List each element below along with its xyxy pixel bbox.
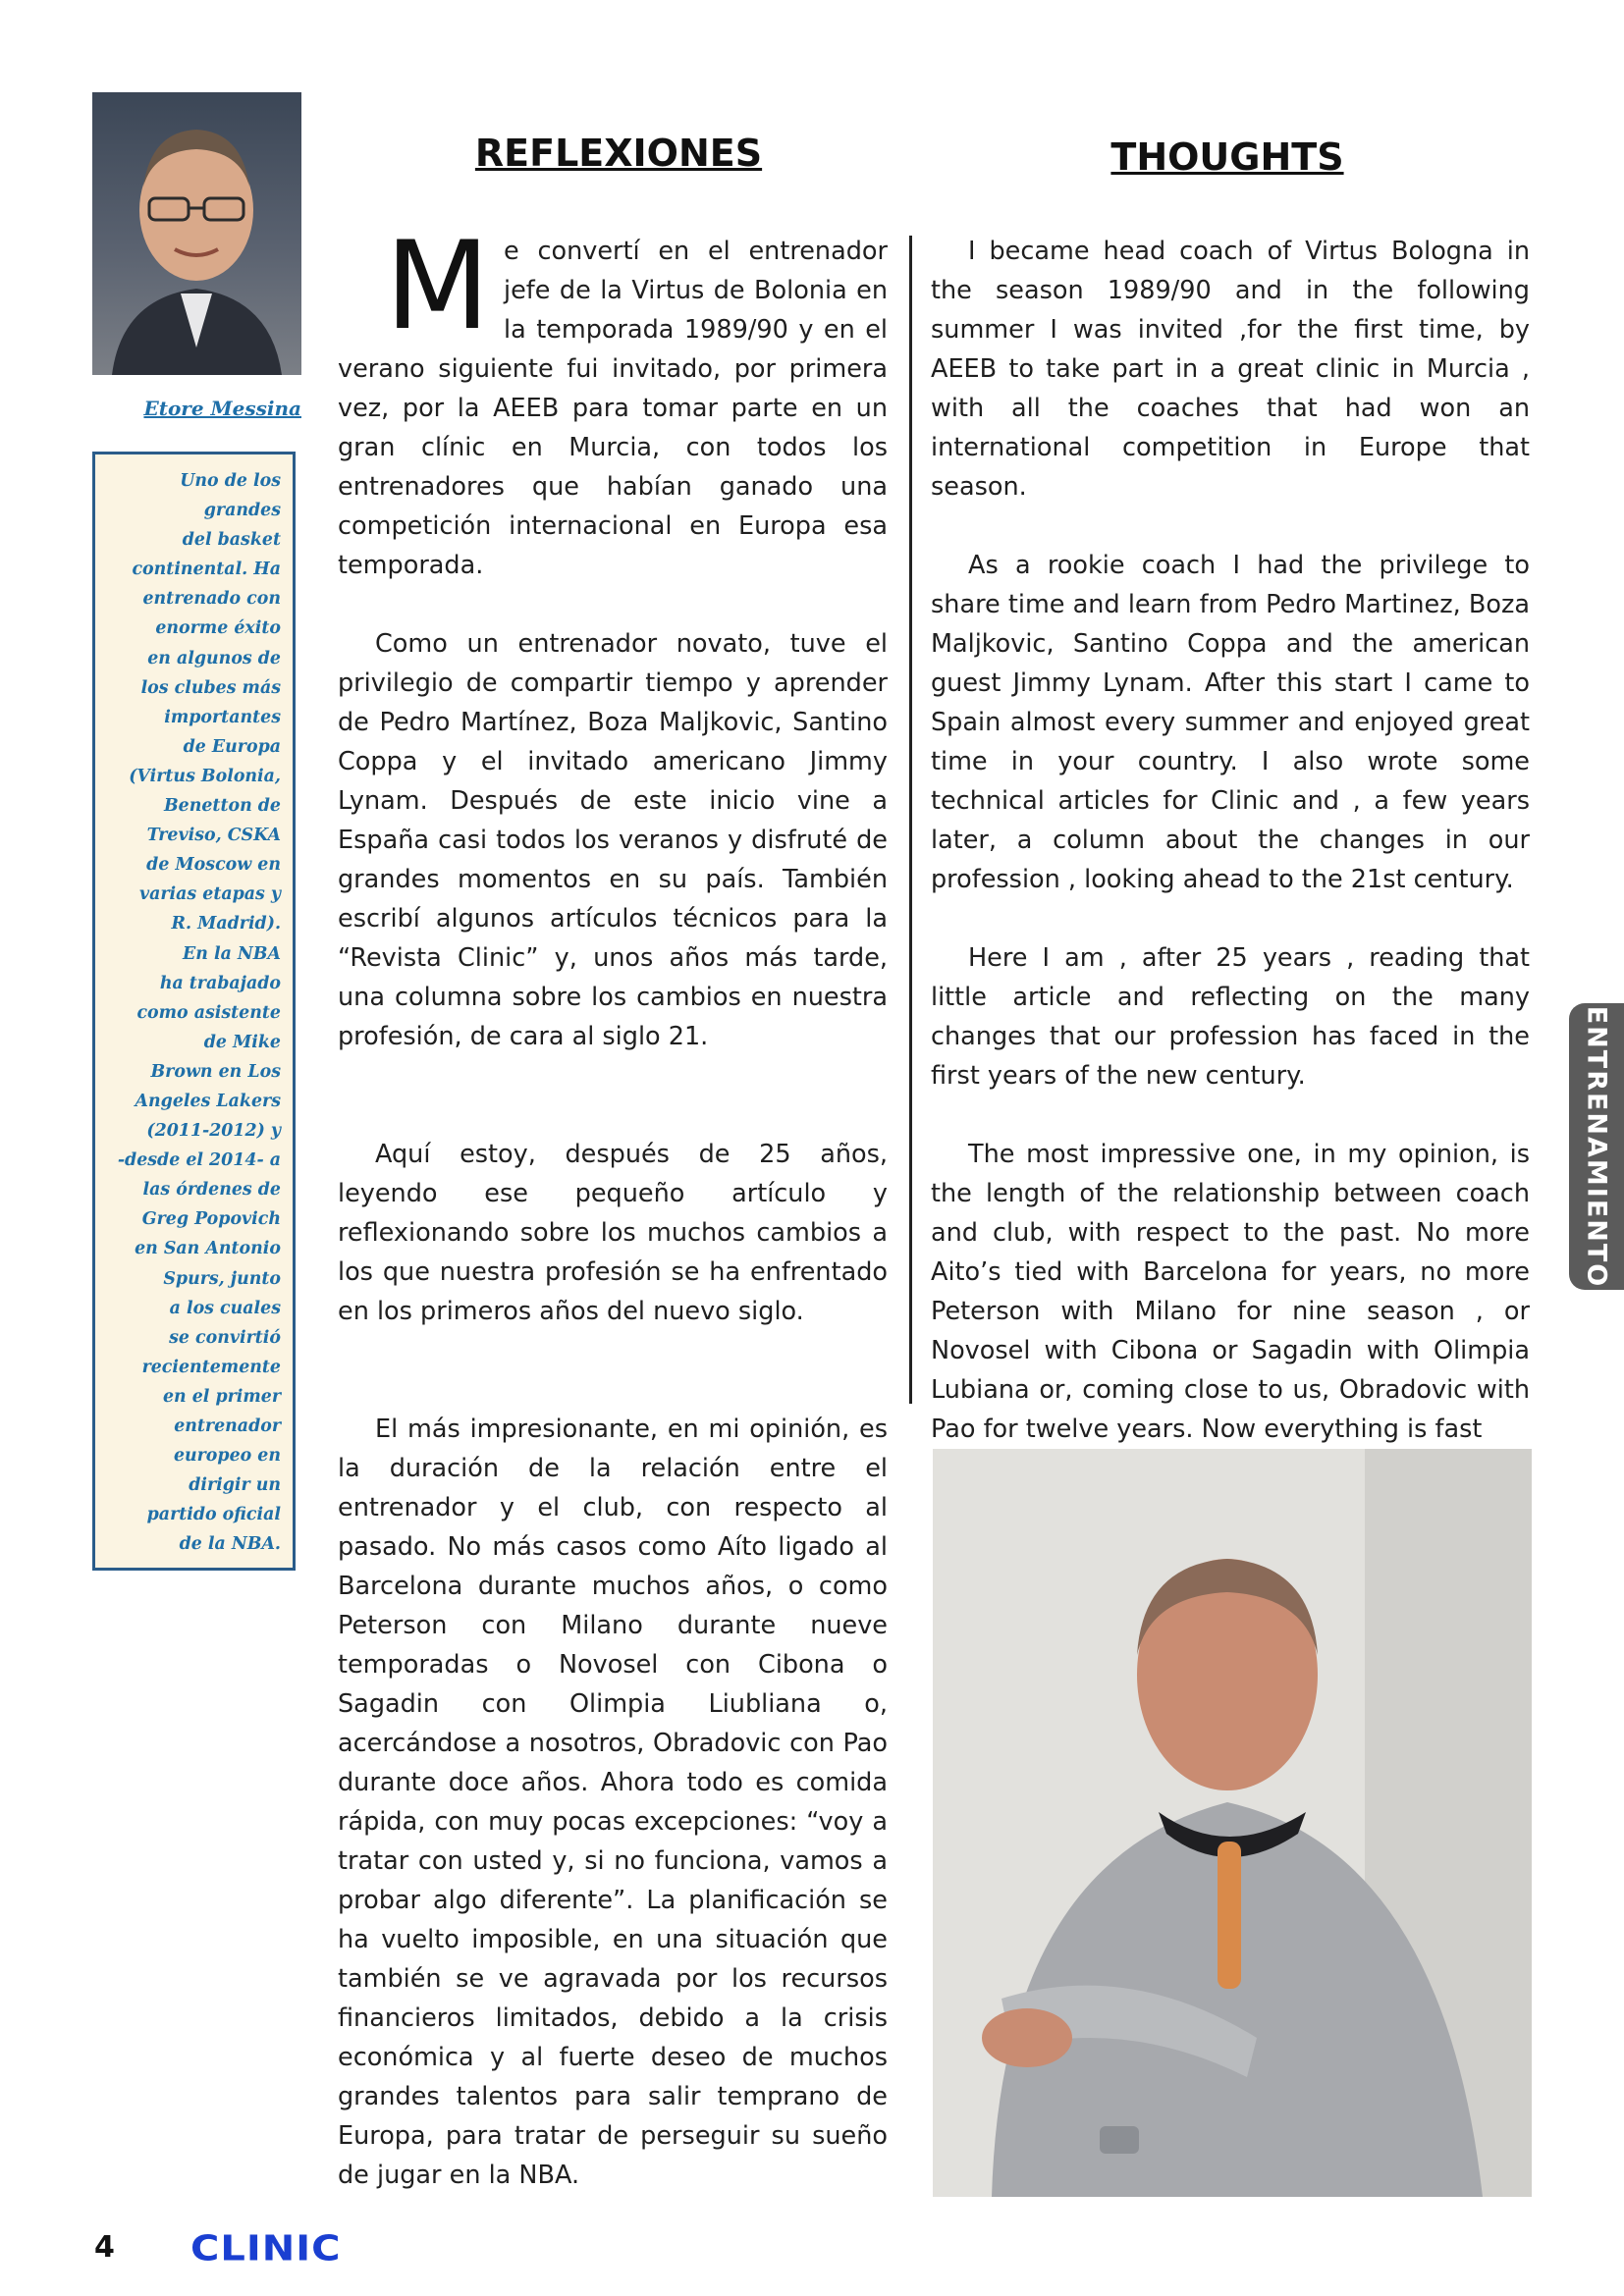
author-portrait [92, 92, 301, 375]
english-paragraph: I became head coach of Virtus Bologna in the season 1989/90 and in the following summer I was invited ,for the first time, by AEEB to take part in a great clinic in Murcia , with all the coaches that had won an international competition in Europe that season. [931, 237, 1530, 502]
portrait-illustration [92, 92, 301, 375]
english-paragraph: Here I am , after 25 years , reading that little article and reflecting on the many changes that our profession has faced in the first years of the new century. [931, 943, 1530, 1091]
english-column [931, 232, 1530, 1488]
author-caption: Etore Messina [143, 397, 301, 420]
magazine-logo: CLINIC [190, 2228, 342, 2269]
english-paragraph: The most impressive one, in my opinion, is the length of the relationship between coach and club, with respect to the past. No more Aito’s tied with Barcelona for years, no more Peterson with Milano for nine season , or Novosel with Cibona or Sagadin with Olimpia Lubiana or, coming close to us, Obradovic with Pao for twelve years. Now everything is fast [931, 1140, 1530, 1444]
coach-photo [933, 1449, 1532, 2197]
spanish-paragraph: Aquí estoy, después de 25 años, leyendo ese pequeño artículo y reflexionando sobre los muchos cambios a los que nuestra profesión se ha enfrentado en los primeros años del nuevo siglo. [338, 1140, 888, 1326]
spanish-title: REFLEXIONES [474, 132, 763, 175]
english-title: THOUGHTS [1110, 135, 1344, 179]
author-bio-box [92, 452, 296, 1571]
spanish-paragraph: Me convertí en el entrenador jefe de la Virtus de Bolonia en la temporada 1989/90 y en el verano siguiente fui invitado, por primera vez, por la AEEB para tomar parte en un gran clínic en Murcia, con todos los entrenadores que habían ganado una competición internacional en Europa esa temporada. [338, 216, 888, 580]
spanish-column [338, 216, 888, 2234]
section-tab-label-wrap [1569, 1003, 1624, 1290]
column-divider [909, 236, 912, 1404]
photo-illustration [933, 1449, 1532, 2197]
author-bio: Uno de los grandes del basket continental. Ha entrenado con enorme éxito en algunos de los clubes más importantes de Europa (Virtus Bolonia, Benetton de Treviso, CSKA de Moscow en varias etapas y R. Madrid). En la NBA ha trabajado como asistente de Mike Brown en Los Angeles Lakers (2011-2012) y -desde el 2014- a las órdenes de Greg Popovich en San Antonio Spurs, junto a los cuales se convirtió recientemente en el primer entrenador europeo en dirigir un partido oficial de la NBA. [117, 471, 281, 1555]
page-number: 4 [94, 2230, 115, 2265]
drop-cap: M [385, 216, 490, 357]
section-tab-label: ENTRENAMIENTO [1581, 1005, 1612, 1288]
spanish-paragraph: Como un entrenador novato, tuve el privilegio de compartir tiempo y aprender de Pedro Martínez, Boza Maljkovic, Santino Coppa y el invitado americano Jimmy Lynam. Después de este inicio vine a España casi todos los veranos y disfruté de grandes momentos en su país. También escribí algunos artículos técnicos para la “Revista Clinic” y, unos años más tarde, una columna sobre los cambios en nuestra profesión, de cara al siglo 21. [338, 629, 888, 1051]
spanish-paragraph: El más impresionante, en mi opinión, es la duración de la relación entre el entrenador y el club, con respecto al pasado. No más casos como Aíto ligado al Barcelona durante muchos años, o como Peterson con Milano durante nueve temporadas o Novosel con Cibona o Sagadin con Olimpia Liubliana o, acercándose a nosotros, Obradovic con Pao durante doce años. Ahora todo es comida rápida, con muy pocas excepciones: “voy a tratar con usted y, si no funciona, vamos a probar algo diferente”. La planificación se ha vuelto imposible, en una situación que también se ve agravada por los recursos financieros limitados, debido a la crisis económica y al fuerte deseo de muchos grandes talentos para salir temprano de Europa, para tratar de perseguir su sueño de jugar en la NBA. [338, 1415, 888, 2190]
english-paragraph: As a rookie coach I had the privilege to share time and learn from Pedro Martinez, Boza Maljkovic, Santino Coppa and the american guest Jimmy Lynam. After this start I came to Spain almost every summer and enjoyed great time in your country. I also wrote some technical articles for Clinic and , a few years later, a column about the changes in our profession , looking ahead to the 21st century. [931, 551, 1530, 894]
